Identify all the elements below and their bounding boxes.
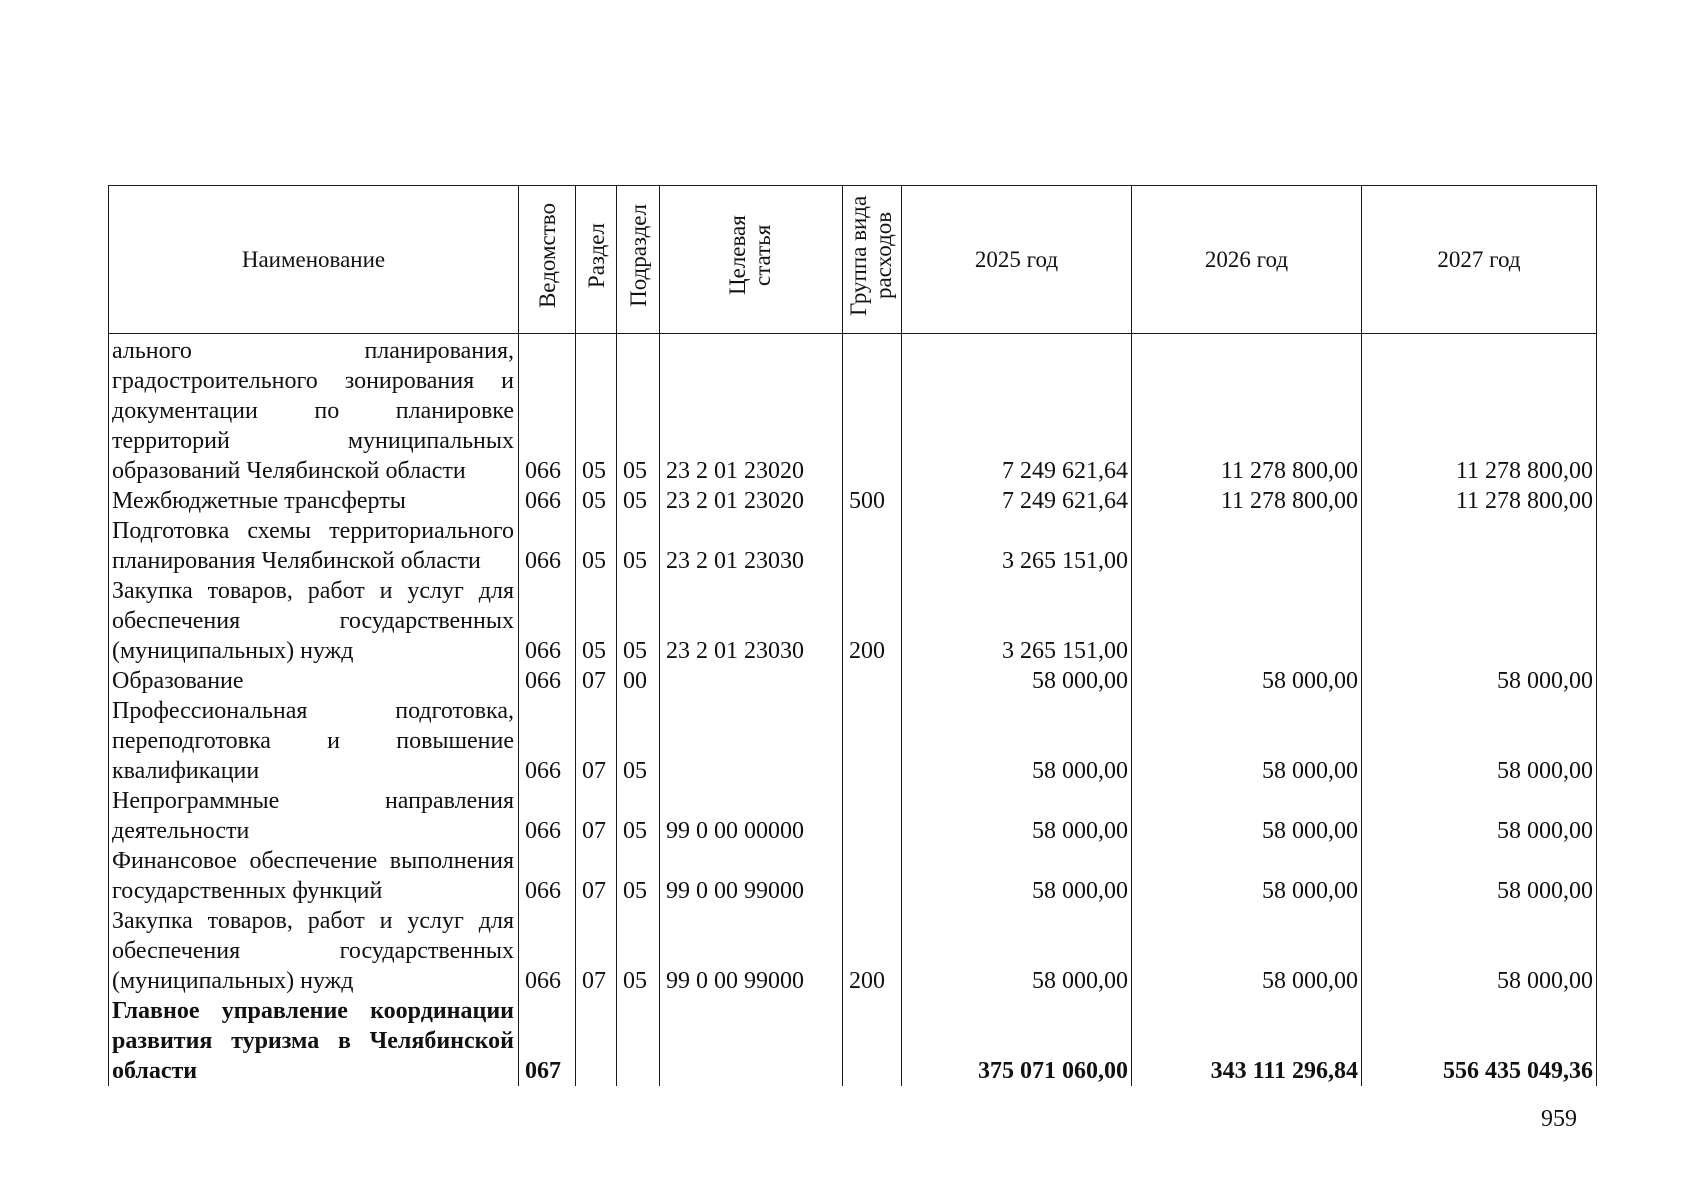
cell-2026: 11 278 800,00 (1132, 486, 1362, 516)
cell-2026: 11 278 800,00 (1132, 334, 1362, 487)
cell-target: 99 0 00 00000 (660, 786, 843, 846)
cell-2025: 58 000,00 (902, 666, 1132, 696)
cell-name: Межбюджетные трансферты (109, 486, 519, 516)
cell-exptype (843, 846, 902, 906)
cell-subsection: 00 (617, 666, 660, 696)
cell-section: 07 (576, 666, 617, 696)
cell-2025: 7 249 621,64 (902, 486, 1132, 516)
cell-exptype: 200 (843, 576, 902, 666)
cell-name: Образование (109, 666, 519, 696)
cell-subsection: 05 (617, 516, 660, 576)
cell-subsection: 05 (617, 696, 660, 786)
cell-section: 05 (576, 516, 617, 576)
cell-2027: 58 000,00 (1362, 666, 1597, 696)
cell-target: 23 2 01 23020 (660, 486, 843, 516)
header-2025: 2025 год (902, 186, 1132, 334)
cell-2026: 58 000,00 (1132, 696, 1362, 786)
header-name: Наименование (109, 186, 519, 334)
cell-2026 (1132, 516, 1362, 576)
cell-2026 (1132, 576, 1362, 666)
cell-section: 05 (576, 334, 617, 487)
header-2026: 2026 год (1132, 186, 1362, 334)
cell-name: Непрограммные направления деятельности (109, 786, 519, 846)
header-2027: 2027 год (1362, 186, 1597, 334)
cell-2026: 58 000,00 (1132, 906, 1362, 996)
cell-target (660, 696, 843, 786)
table-row (109, 696, 1597, 786)
cell-dept: 066 (519, 334, 576, 487)
cell-name: Закупка товаров, работ и услуг для обеспечения государственных (муниципальных) нужд (109, 906, 519, 996)
cell-2025: 3 265 151,00 (902, 576, 1132, 666)
cell-2025: 7 249 621,64 (902, 334, 1132, 487)
cell-2025: 3 265 151,00 (902, 516, 1132, 576)
table-row (109, 996, 1597, 1086)
budget-table (108, 185, 1597, 1086)
cell-2026: 58 000,00 (1132, 846, 1362, 906)
cell-subsection (617, 996, 660, 1086)
table-row (109, 906, 1597, 996)
cell-name: Закупка товаров, работ и услуг для обеспечения государственных (муниципальных) нужд (109, 576, 519, 666)
cell-name: Профессиональная подготовка, переподготовка и повышение квалификации (109, 696, 519, 786)
cell-dept: 066 (519, 516, 576, 576)
cell-subsection: 05 (617, 846, 660, 906)
cell-2026: 343 111 296,84 (1132, 996, 1362, 1086)
cell-dept: 067 (519, 996, 576, 1086)
cell-2027: 58 000,00 (1362, 906, 1597, 996)
cell-dept: 066 (519, 846, 576, 906)
header-dept: Ведомство (519, 186, 576, 334)
cell-section: 07 (576, 906, 617, 996)
cell-2025: 58 000,00 (902, 696, 1132, 786)
cell-section: 07 (576, 846, 617, 906)
cell-section: 07 (576, 786, 617, 846)
table-row (109, 516, 1597, 576)
cell-exptype (843, 786, 902, 846)
table-row (109, 786, 1597, 846)
header-exptype: Группа вида расходов (843, 186, 902, 334)
cell-2027: 11 278 800,00 (1362, 486, 1597, 516)
cell-2027: 58 000,00 (1362, 696, 1597, 786)
cell-target: 23 2 01 23030 (660, 576, 843, 666)
cell-subsection: 05 (617, 486, 660, 516)
cell-target: 99 0 00 99000 (660, 906, 843, 996)
cell-2026: 58 000,00 (1132, 666, 1362, 696)
cell-exptype (843, 334, 902, 487)
header-subsection: Подраздел (617, 186, 660, 334)
cell-2027: 58 000,00 (1362, 786, 1597, 846)
cell-subsection: 05 (617, 576, 660, 666)
cell-dept: 066 (519, 666, 576, 696)
cell-section: 05 (576, 576, 617, 666)
cell-section: 07 (576, 696, 617, 786)
table-row (109, 486, 1597, 516)
cell-2025: 58 000,00 (902, 786, 1132, 846)
cell-2027 (1362, 516, 1597, 576)
cell-2026: 58 000,00 (1132, 786, 1362, 846)
cell-target: 23 2 01 23030 (660, 516, 843, 576)
cell-name: Подготовка схемы территориального планирования Челябинской области (109, 516, 519, 576)
cell-exptype: 200 (843, 906, 902, 996)
table-row (109, 576, 1597, 666)
cell-2025: 58 000,00 (902, 906, 1132, 996)
table-row (109, 846, 1597, 906)
cell-2027 (1362, 576, 1597, 666)
cell-dept: 066 (519, 576, 576, 666)
cell-2025: 375 071 060,00 (902, 996, 1132, 1086)
cell-exptype: 500 (843, 486, 902, 516)
cell-name: ального планирования, градостроительного зонирования и документации по планировке территорий муниципальных образований Челябинской области (109, 334, 519, 487)
cell-2025: 58 000,00 (902, 846, 1132, 906)
table-row (109, 334, 1597, 487)
cell-exptype (843, 996, 902, 1086)
cell-dept: 066 (519, 486, 576, 516)
cell-name: Финансовое обеспечение выполнения государственных функций (109, 846, 519, 906)
cell-target: 99 0 00 99000 (660, 846, 843, 906)
cell-exptype (843, 666, 902, 696)
cell-subsection: 05 (617, 906, 660, 996)
page-number: 959 (1541, 1106, 1577, 1132)
cell-target (660, 996, 843, 1086)
cell-dept: 066 (519, 696, 576, 786)
cell-subsection: 05 (617, 334, 660, 487)
cell-exptype (843, 516, 902, 576)
cell-dept: 066 (519, 786, 576, 846)
table-body (109, 334, 1597, 1087)
cell-target: 23 2 01 23020 (660, 334, 843, 487)
cell-target (660, 666, 843, 696)
cell-2027: 556 435 049,36 (1362, 996, 1597, 1086)
cell-2027: 58 000,00 (1362, 846, 1597, 906)
table-row (109, 666, 1597, 696)
cell-subsection: 05 (617, 786, 660, 846)
header-target: Целевая статья (660, 186, 843, 334)
cell-section (576, 996, 617, 1086)
cell-dept: 066 (519, 906, 576, 996)
cell-section: 05 (576, 486, 617, 516)
cell-name: Главное управление координации развития туризма в Челябинской области (109, 996, 519, 1086)
cell-2027: 11 278 800,00 (1362, 334, 1597, 487)
cell-exptype (843, 696, 902, 786)
table-header (109, 186, 1597, 334)
header-section: Раздел (576, 186, 617, 334)
